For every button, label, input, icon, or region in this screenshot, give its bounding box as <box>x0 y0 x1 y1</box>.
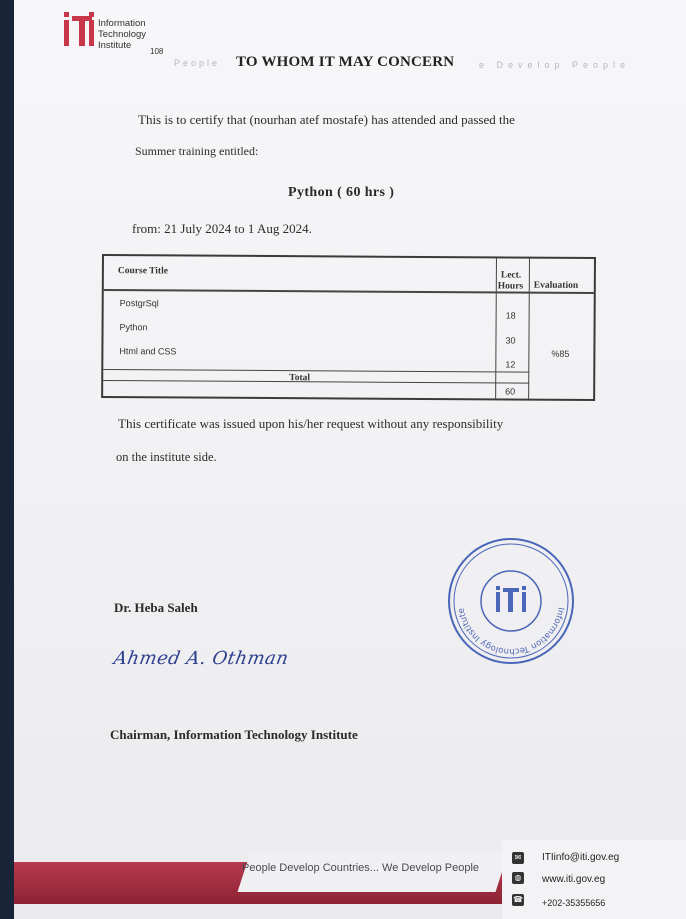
training-line: Summer training entitled: <box>135 144 259 158</box>
reference-number: 108 <box>150 47 164 56</box>
period-line: from: 21 July 2024 to 1 Aug 2024. <box>132 221 312 236</box>
total-hours: 60 <box>505 386 516 397</box>
contact-email: ITIinfo@iti.gov.eg <box>542 852 620 863</box>
handwritten-signature: Ahmed A. Othman <box>112 648 291 669</box>
table-row-hours: 18 <box>505 310 516 321</box>
table-divider <box>103 369 529 373</box>
email-icon: ✉ <box>512 852 524 864</box>
logo-line: Technology <box>98 29 147 40</box>
table-divider <box>103 380 529 384</box>
course-table <box>101 254 596 401</box>
iti-logo <box>64 10 184 62</box>
stamp-text: Information Technology Institute <box>456 606 566 657</box>
table-row-course: PostgrSql <box>119 298 159 309</box>
total-label: Total <box>289 373 311 384</box>
page-title: TO WHOM IT MAY CONCERN <box>236 54 455 70</box>
table-row-hours: 30 <box>505 335 516 346</box>
tagline-left: People <box>174 58 221 68</box>
table-row-hours: 12 <box>505 359 516 370</box>
official-stamp <box>446 536 576 666</box>
contact-info <box>502 840 686 919</box>
disclaimer-line: on the institute side. <box>116 450 217 464</box>
stamp-logo-icon <box>496 586 526 612</box>
signatory-name: Dr. Heba Saleh <box>114 600 198 615</box>
course-title: Python ( 60 hrs ) <box>288 185 395 200</box>
header-lect: Lect. <box>500 270 522 281</box>
contact-website: www.iti.gov.eg <box>542 874 606 885</box>
table-row-course: Html and CSS <box>119 346 177 357</box>
iti-logo-icon <box>64 10 98 50</box>
disclaimer-line: This certificate was issued upon his/her request without any responsibility <box>118 416 504 431</box>
certificate-paper <box>14 0 686 919</box>
table-row-course: Python <box>119 322 148 333</box>
logo-line: Institute <box>98 40 132 51</box>
phone-icon: ☎ <box>513 895 523 904</box>
evaluation-value: %85 <box>551 348 570 359</box>
header-evaluation: Evaluation <box>533 280 579 291</box>
signatory-title: Chairman, Information Technology Institute <box>110 727 358 742</box>
header-hours: Hours <box>497 281 524 292</box>
header-course-title: Course Title <box>117 266 168 277</box>
contact-phone: +202-35355656 <box>542 898 606 908</box>
globe-icon: ◍ <box>512 872 524 884</box>
logo-line: Information <box>98 18 146 29</box>
tagline-right: e Develop People <box>479 60 631 70</box>
logo-text <box>98 18 146 51</box>
certify-line: This is to certify that (nourhan atef mostafe) has attended and passed the <box>138 112 515 127</box>
footer-slogan: People Develop Countries... We Develop People <box>242 862 480 874</box>
